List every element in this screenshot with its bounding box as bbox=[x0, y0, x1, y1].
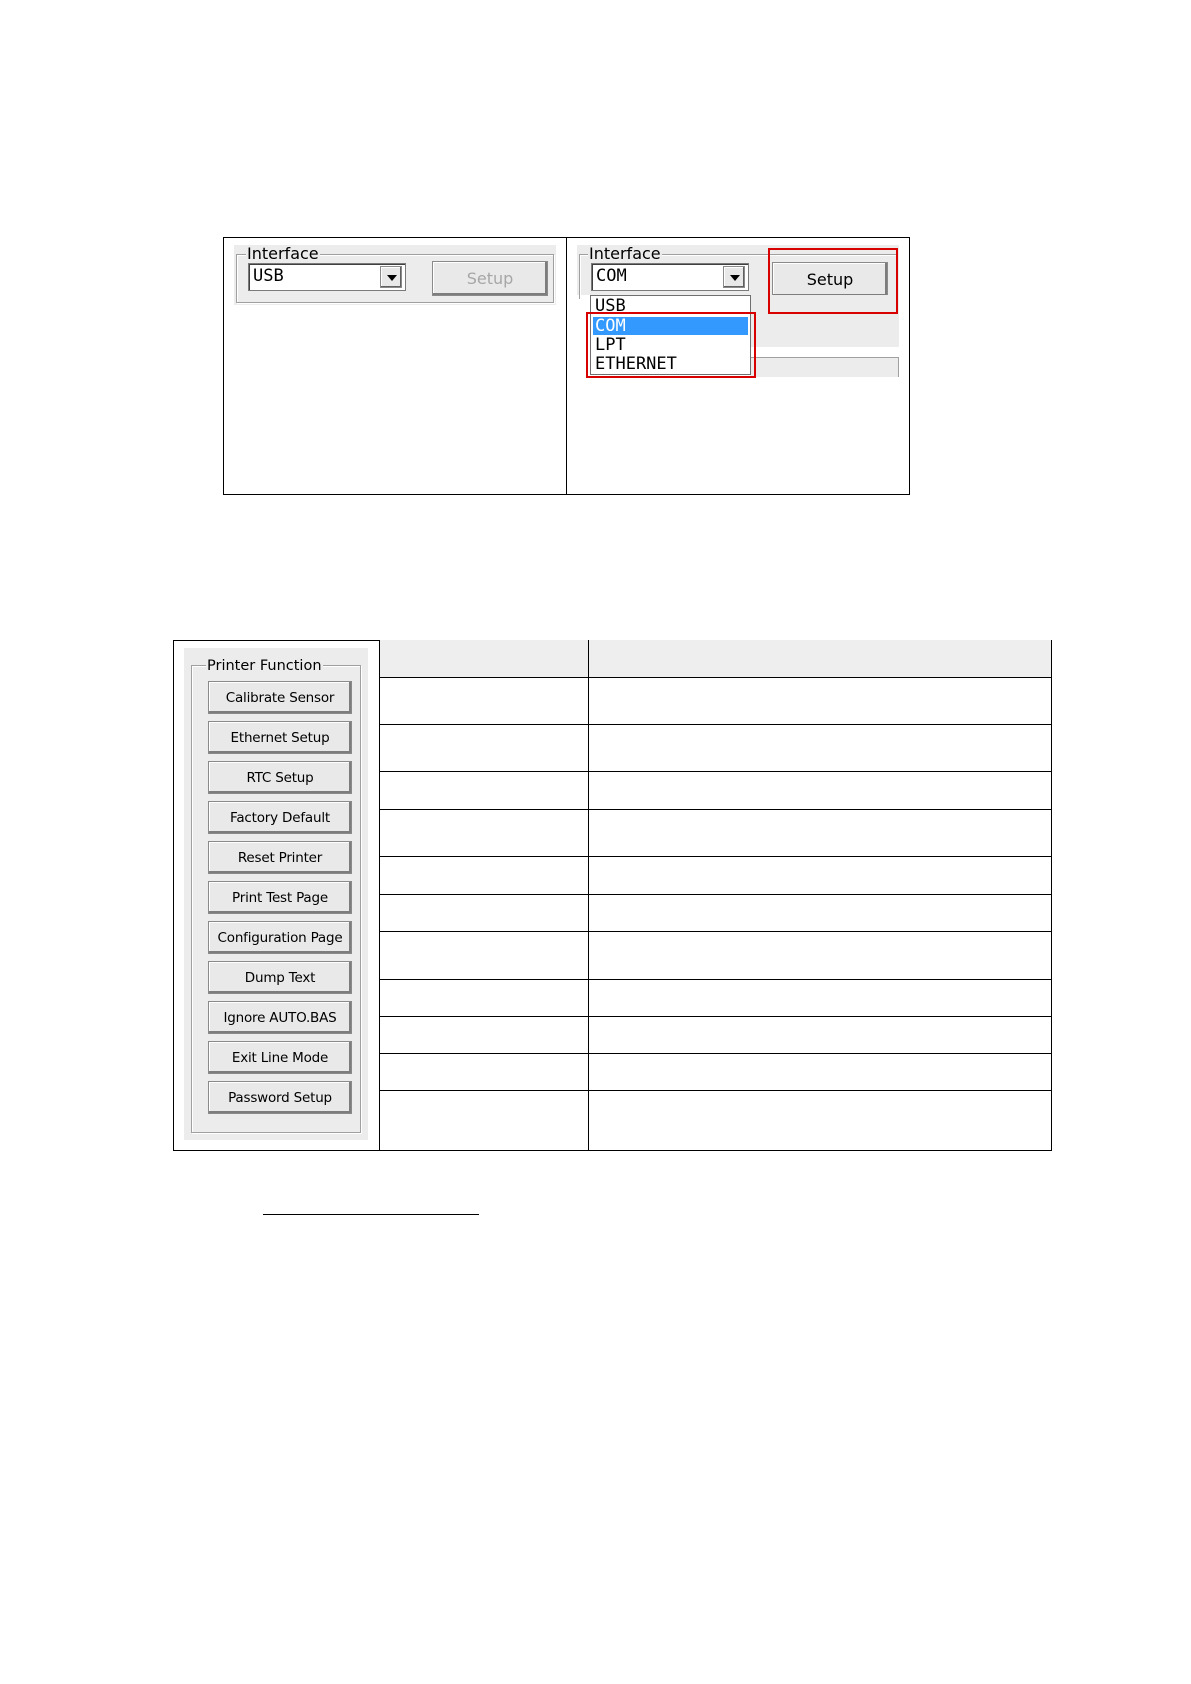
ethernet-setup-button[interactable] bbox=[208, 721, 352, 754]
interface-select-dropdown-button[interactable] bbox=[380, 266, 402, 288]
dump-text-button[interactable] bbox=[208, 961, 352, 994]
button-label: Configuration Page bbox=[217, 929, 343, 946]
interface-panel-usb bbox=[234, 245, 556, 305]
table-row-line bbox=[379, 856, 1052, 857]
factory-default-button[interactable] bbox=[208, 801, 352, 834]
button-label: RTC Setup bbox=[246, 769, 314, 786]
chevron-down-icon bbox=[387, 275, 397, 281]
table-row-line bbox=[379, 1053, 1052, 1054]
interface-figure-divider bbox=[566, 237, 567, 495]
button-label: Calibrate Sensor bbox=[225, 689, 335, 706]
interface-group-label: Interface bbox=[589, 244, 661, 263]
table-row-line bbox=[379, 894, 1052, 895]
button-label: Exit Line Mode bbox=[231, 1049, 329, 1066]
interface-group-label: Interface bbox=[247, 244, 319, 263]
setup-button-label: Setup bbox=[806, 270, 854, 289]
button-label: Print Test Page bbox=[232, 889, 328, 906]
table-row-line bbox=[379, 1016, 1052, 1017]
exit-line-mode-button[interactable] bbox=[208, 1041, 352, 1074]
dropdown-option-ethernet[interactable]: ETHERNET bbox=[595, 354, 677, 374]
reset-printer-button[interactable] bbox=[208, 841, 352, 874]
print-test-page-button[interactable] bbox=[208, 881, 352, 914]
table-row-line bbox=[379, 677, 1052, 678]
highlight-box-setup bbox=[768, 248, 898, 314]
chevron-down-icon bbox=[730, 275, 740, 281]
password-setup-button[interactable] bbox=[208, 1081, 352, 1114]
table-row-line bbox=[379, 1090, 1052, 1091]
link-underline[interactable] bbox=[263, 1214, 479, 1215]
table-row-line bbox=[379, 979, 1052, 980]
table-divider-column bbox=[588, 640, 589, 1151]
configuration-page-button[interactable] bbox=[208, 921, 352, 954]
rtc-setup-button[interactable] bbox=[208, 761, 352, 794]
ignore-auto-bas-button[interactable] bbox=[208, 1001, 352, 1034]
button-label: Ethernet Setup bbox=[230, 729, 330, 746]
table-row-line bbox=[379, 724, 1052, 725]
table-row-line bbox=[379, 771, 1052, 772]
printer-function-group-label: Printer Function bbox=[207, 658, 322, 674]
button-label: Dump Text bbox=[244, 969, 316, 986]
table-divider-panel bbox=[379, 640, 380, 1151]
calibrate-sensor-button[interactable] bbox=[208, 681, 352, 714]
interface-select-value: USB bbox=[253, 266, 284, 286]
interface-select-dropdown-button[interactable] bbox=[723, 266, 745, 288]
button-label: Ignore AUTO.BAS bbox=[223, 1009, 337, 1026]
highlight-box-options bbox=[586, 312, 756, 378]
table-header-row bbox=[379, 640, 1051, 677]
interface-select-value: COM bbox=[596, 266, 627, 286]
button-label: Factory Default bbox=[230, 809, 330, 826]
button-label: Reset Printer bbox=[237, 849, 323, 866]
dropdown-option-lpt[interactable]: LPT bbox=[595, 335, 626, 355]
table-row-line bbox=[379, 809, 1052, 810]
groupbox-lower-edge bbox=[750, 357, 899, 377]
button-label: Password Setup bbox=[228, 1089, 332, 1106]
printer-function-panel bbox=[184, 648, 368, 1140]
setup-button-label: Setup bbox=[466, 269, 514, 288]
dropdown-option-com[interactable]: COM bbox=[593, 317, 748, 335]
setup-button-disabled[interactable] bbox=[432, 261, 548, 296]
table-row-line bbox=[379, 931, 1052, 932]
dropdown-option-usb[interactable]: USB bbox=[595, 296, 626, 316]
